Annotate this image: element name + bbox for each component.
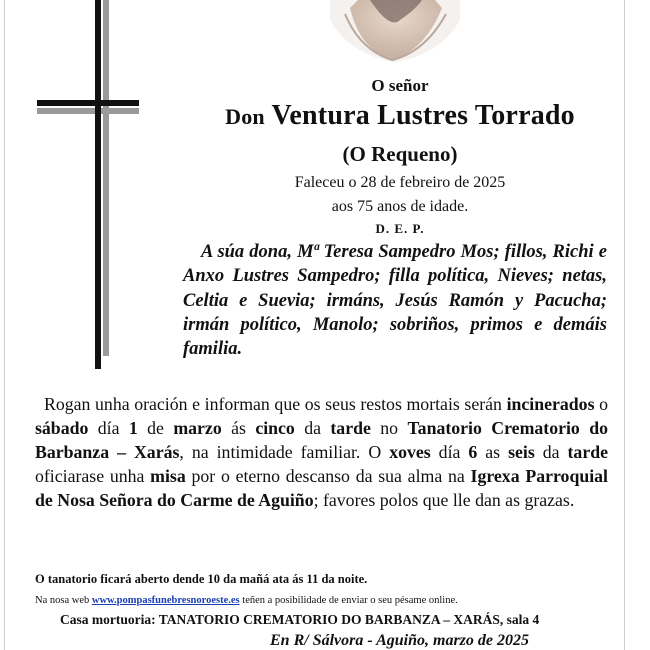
cross-vertical-shadow [103, 0, 109, 356]
full-name: Ventura Lustres Torrado [271, 100, 575, 131]
family-paragraph: A súa dona, Mª Teresa Sampedro Mos; fillos, Richi e Anxo Lustres Sampedro; filla política, Nieves; netas, Celtia e Suevia; irmáns, Jesús Ramón y Pacucha; irmán político, Manolo; sobriños, primos e demáis familia. [183, 242, 607, 360]
rip-abbreviation: D. E. P. [375, 221, 425, 236]
tanatorio-hours: O tanatorio ficará aberto dende 10 da mañá ata ás 11 da noite. [35, 572, 368, 586]
frame-right-line [624, 0, 625, 650]
cross-vertical-bar [95, 0, 101, 369]
death-date: Faleceu o 28 de febreiro de 2025 [294, 174, 506, 191]
funeral-home: Casa mortuoria: TANATORIO CREMATORIO DO BARBANZA – XARÁS, sala 4 [60, 612, 540, 627]
deceased-name [150, 100, 650, 132]
don-prefix: Don [225, 104, 265, 129]
age-text: aos 75 anos de idade. [331, 198, 469, 215]
cross-horizontal-bar [37, 100, 139, 106]
place-date: En R/ Sálvora - Aguiño, marzo de 2025 [270, 632, 530, 649]
ceremony-paragraph: Rogan unha oración e informan que os seus restos mortais serán incinerados o sábado día 1 de marzo ás cinco da tarde no Tanatorio Crematorio do Barbanza – Xarás, na intimidade familiar. O xoves día 6 as seis da tarde oficiarase unha misa por o eterno descanso da sua alma na Igrexa Parroquial de Nosa Señora do Carme de Aguiño; favores polos que lle dan as grazas. [35, 394, 609, 510]
web-notice: Na nosa web www.pompasfunebresnoroeste.es teñen a posibilidade de enviar o seu pésame online. [35, 595, 458, 606]
cross-horizontal-shadow [37, 108, 139, 114]
nickname: (O Requeno) [342, 142, 458, 166]
title-honorific: O señor [371, 76, 429, 95]
portrait-photo [330, 0, 460, 62]
website-link[interactable]: www.pompasfunebresnoroeste.es [91, 595, 240, 606]
